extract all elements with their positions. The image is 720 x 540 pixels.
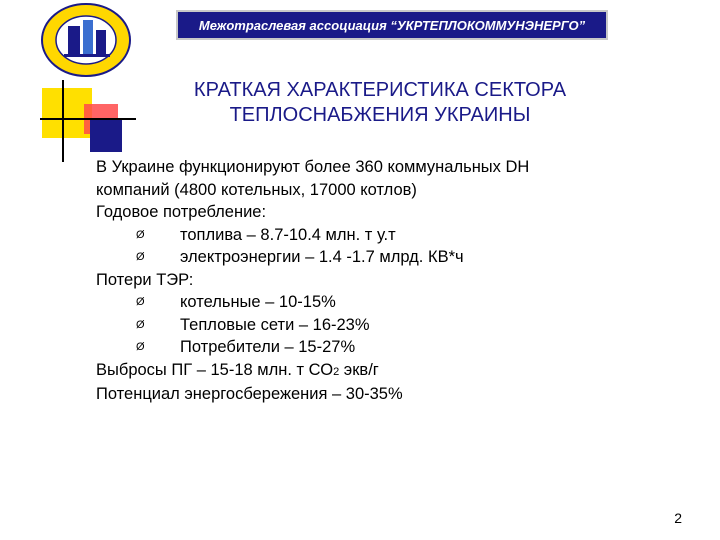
consumption-label: Годовое потребление: <box>96 203 267 221</box>
banner-text: Межотраслевая ассоциация “УКРТЕПЛОКОММУНЭНЕРГО” <box>198 17 586 33</box>
losses-item <box>96 336 686 359</box>
consumption-item-text: топлива – 8.7-10.4 млн. т у.т <box>180 225 396 244</box>
title-line-1: КРАТКАЯ ХАРАКТЕРИСТИКА СЕКТОРА <box>193 79 567 101</box>
losses-item-text: Тепловые сети – 16-23% <box>180 315 370 334</box>
arrow-bullet-icon: Ø <box>136 228 145 241</box>
consumption-item-text: электроэнергии – 1.4 -1.7 млрд. КВ*ч <box>180 248 464 266</box>
title-line-2: ТЕПЛОСНАБЖЕНИЯ УКРАИНЫ <box>229 104 531 126</box>
losses-item-text: котельные – 10-15% <box>180 293 336 311</box>
emissions-suffix: экв/г <box>339 360 379 379</box>
decor-vertical-line <box>62 80 64 162</box>
slide-title <box>120 78 640 128</box>
arrow-bullet-icon: Ø <box>136 318 145 331</box>
emissions-line <box>96 359 686 384</box>
losses-label: Потери ТЭР: <box>96 270 194 289</box>
association-banner <box>176 10 608 40</box>
losses-item <box>96 291 686 314</box>
consumption-item <box>96 246 686 269</box>
page-number: 2 <box>674 510 682 526</box>
consumption-item <box>96 224 686 247</box>
decor-blue-square <box>90 120 122 152</box>
emissions-prefix: Выбросы ПГ – 15-18 млн. т СО <box>96 360 334 379</box>
potential-line: Потенциал энергосбережения – 30-35% <box>96 385 403 403</box>
association-logo-icon <box>40 2 132 78</box>
losses-item <box>96 314 686 337</box>
intro-line-2: компаний (4800 котельных, 17000 котлов) <box>96 180 417 199</box>
emissions-subscript: 2 <box>333 365 340 378</box>
arrow-bullet-icon: Ø <box>136 251 145 263</box>
slide-content <box>96 156 686 406</box>
arrow-bullet-icon: Ø <box>136 296 145 308</box>
losses-item-text: Потребители – 15-27% <box>180 338 356 356</box>
intro-line-1: В Украине функционируют более 360 коммунальных DH <box>96 158 530 176</box>
arrow-bullet-icon: Ø <box>136 341 145 353</box>
